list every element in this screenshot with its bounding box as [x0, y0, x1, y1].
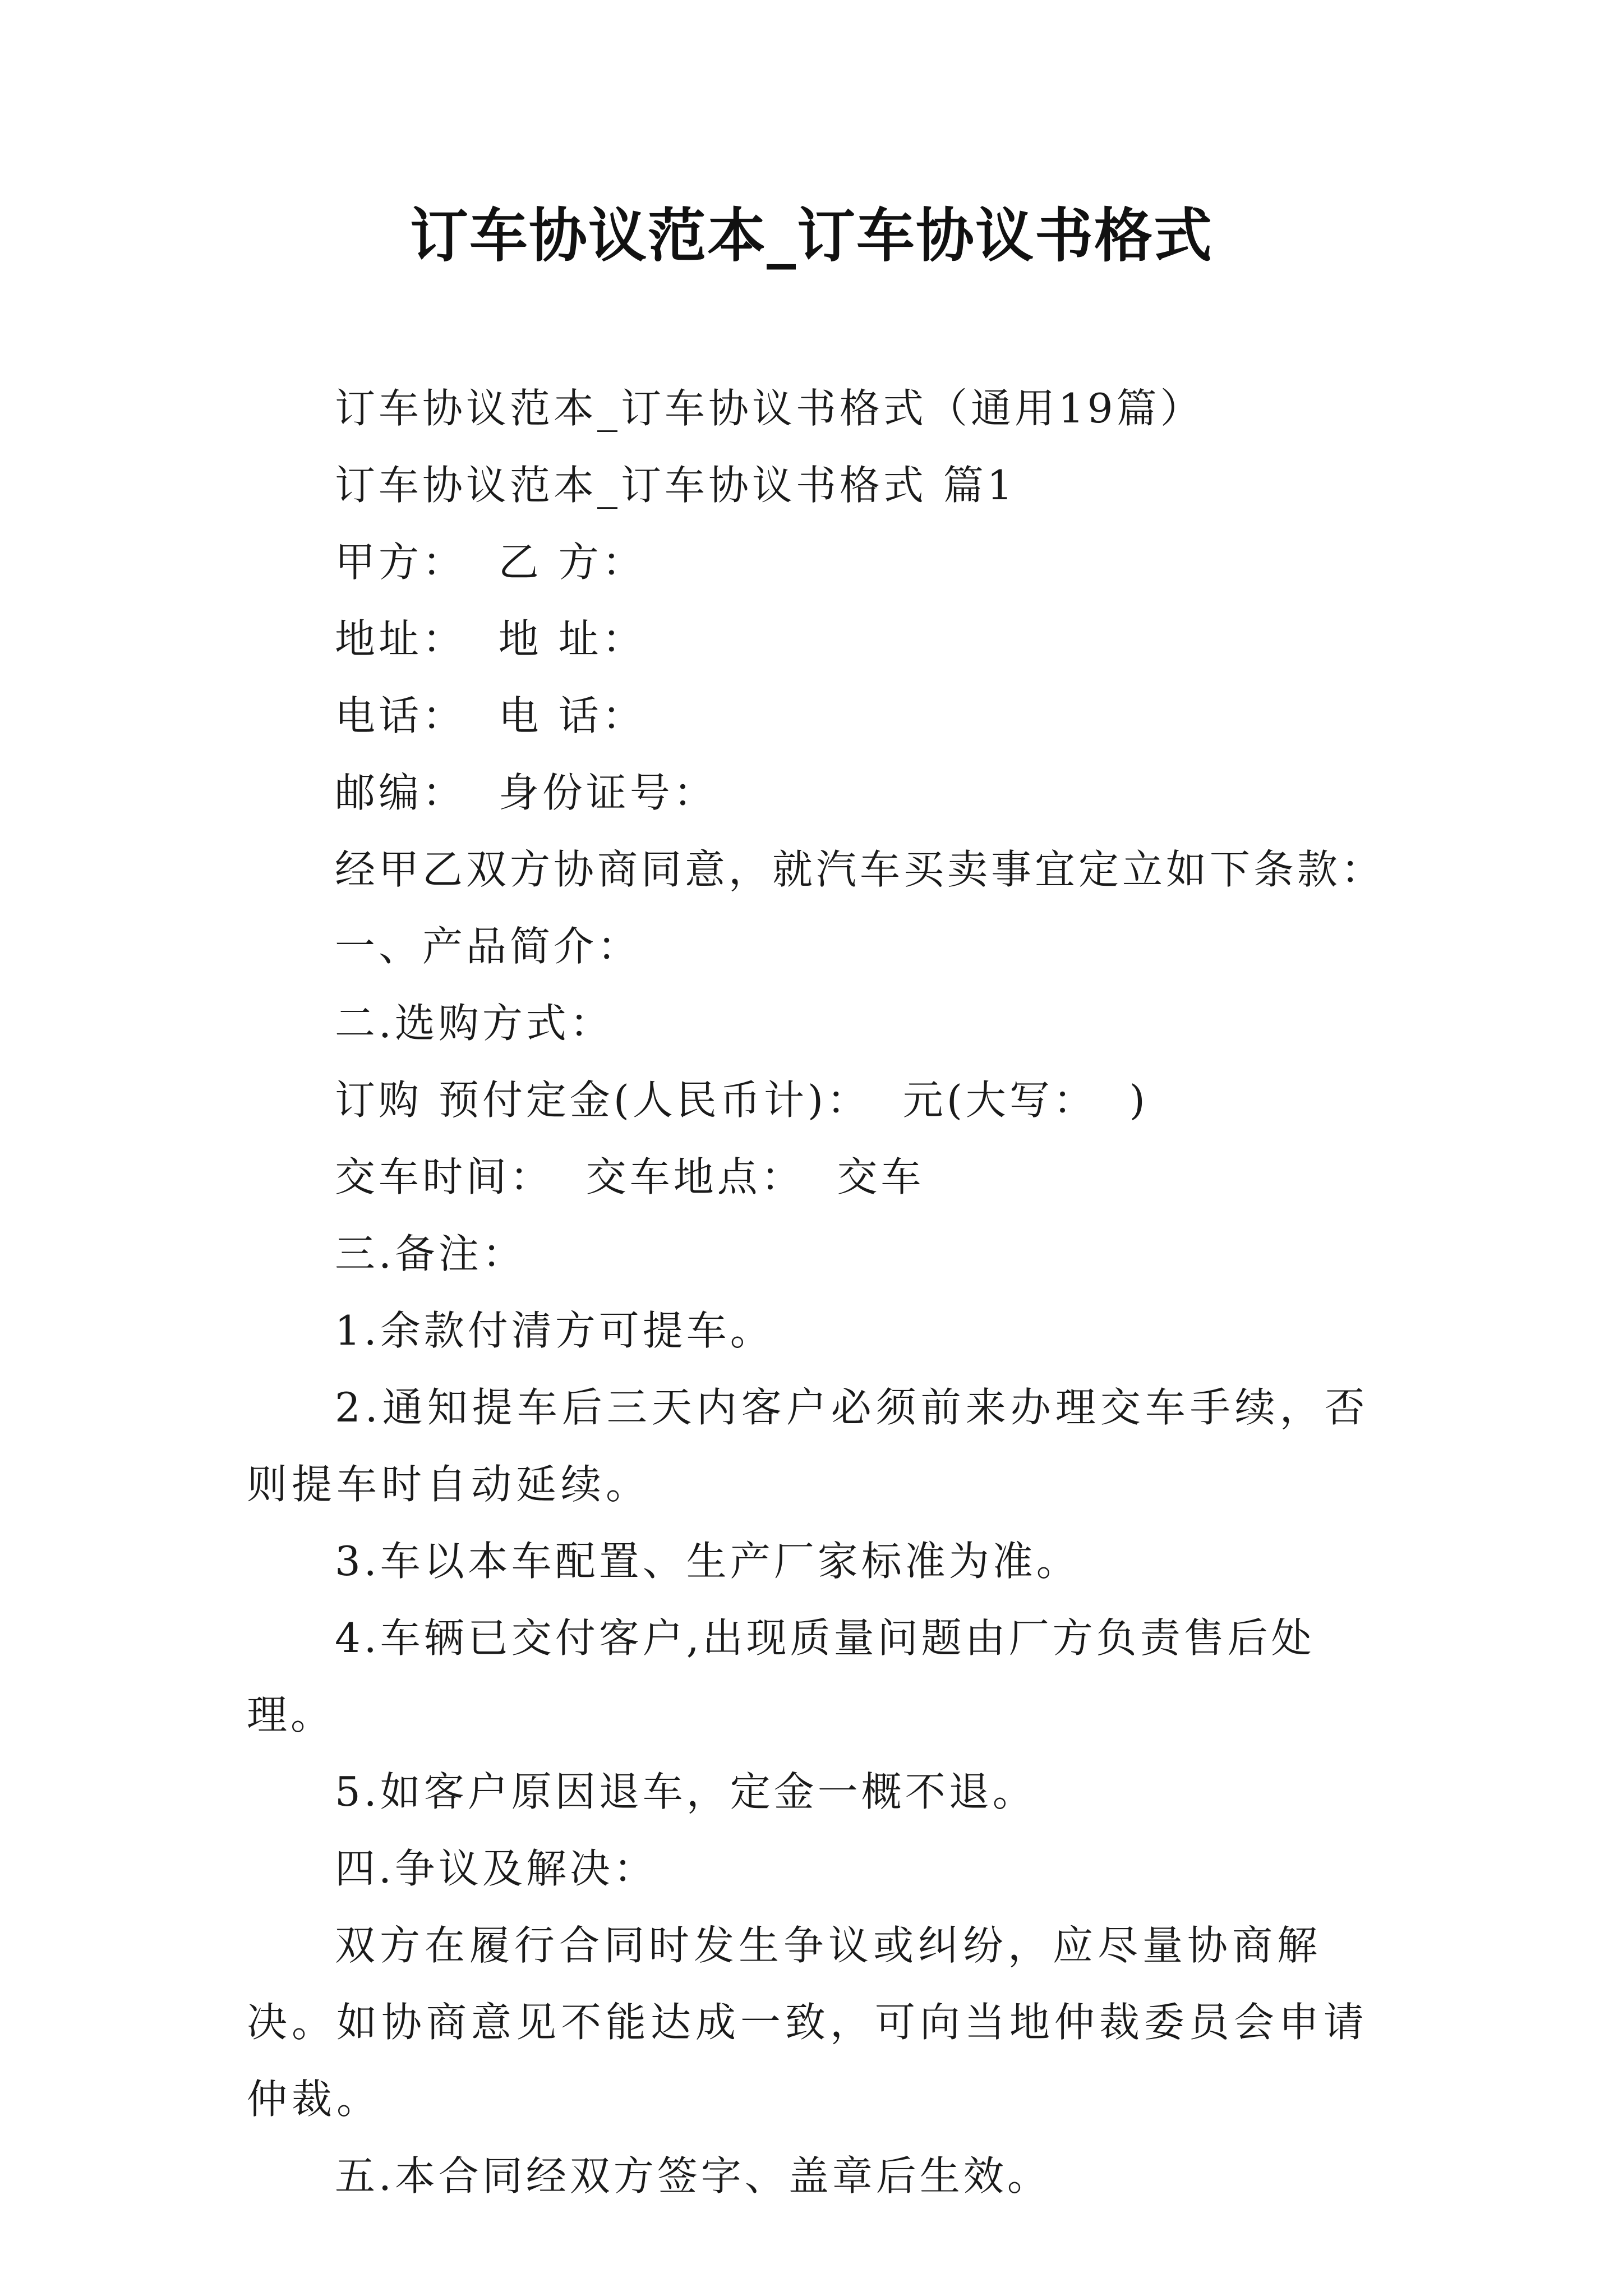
section-heading: 订车协议范本_订车协议书格式 篇1: [335, 462, 1016, 509]
clause-5-paragraph: 五.本合同经双方签字、盖章后生效。: [335, 2152, 1051, 2200]
clause-1-heading: 一、产品简介：: [335, 923, 642, 970]
subtitle-paragraph: 订车协议范本_订车协议书格式（通用19篇）: [335, 385, 1204, 432]
note-item-3: 3.车以本车配置、生产厂家标准为准。: [335, 1538, 1080, 1585]
document-body: [247, 370, 1396, 2215]
party-name-line: 甲方： 乙 方：: [335, 539, 646, 586]
note-item-4: 4.车辆已交付客户,出现质量问题由厂方负责售后处理。: [247, 1614, 1315, 1738]
postcode-id-line: 邮编： 身份证号：: [335, 769, 717, 816]
clause-2-heading: 二.选购方式：: [335, 1000, 614, 1047]
clause-3-heading: 三.备注：: [335, 1230, 526, 1277]
note-item-5: 5.如客户原因退车，定金一概不退。: [335, 1768, 1036, 1815]
phone-line: 电话： 电 话：: [335, 692, 646, 739]
intro-paragraph: 经甲乙双方协商同意，就汽车买卖事宜定立如下条款：: [335, 846, 1385, 893]
deposit-line: 订购 预付定金(人民币计)： 元(大写： ): [335, 1076, 1149, 1124]
delivery-line: 交车时间： 交车地点： 交车: [335, 1153, 925, 1200]
address-line: 地址： 地 址：: [335, 615, 646, 662]
document-title: 订车协议范本_订车协议书格式: [409, 201, 1213, 270]
dispute-paragraph: 双方在履行合同时发生争议或纠纷，应尽量协商解决。如协商意见不能达成一致，可向当地仲裁委员会申请仲裁。: [247, 1922, 1369, 2123]
note-item-1: 1.余款付清方可提车。: [335, 1307, 774, 1354]
note-item-2: 2.通知提车后三天内客户必须前来办理交车手续，否则提车时自动延续。: [247, 1384, 1370, 1508]
clause-4-heading: 四.争议及解决：: [335, 1845, 657, 1892]
